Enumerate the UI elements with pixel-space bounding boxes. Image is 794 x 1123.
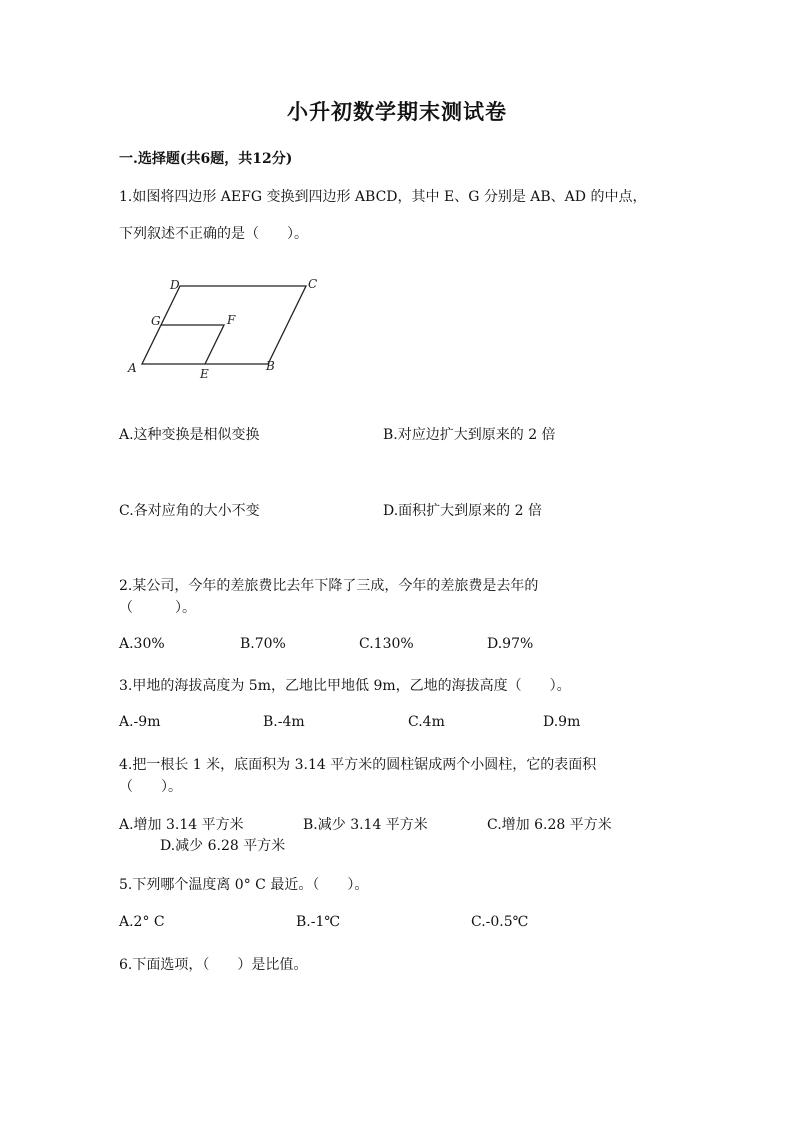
q5-option-c[interactable]: C.-0.5℃ (471, 914, 529, 930)
q5-option-a[interactable]: A.2° C (119, 914, 165, 930)
q3-option-c[interactable]: C.4m (408, 714, 445, 730)
q4-option-a[interactable]: A.增加 3.14 平方米 (119, 817, 244, 833)
q2-option-d[interactable]: D.97% (487, 636, 534, 652)
q2-option-a[interactable]: A.30% (119, 636, 165, 652)
q1-option-d[interactable]: D.面积扩大到原来的 2 倍 (383, 503, 542, 519)
q3-option-b[interactable]: B.-4m (263, 714, 305, 730)
label-g: G (151, 314, 161, 328)
label-a: A (128, 361, 137, 375)
question-1-line-2: 下列叙述不正确的是（ ）。 (119, 226, 308, 242)
question-4-line-1: 4.把一根长 1 米，底面积为 3.14 平方米的圆柱锯成两个小圆柱，它的表面积 (119, 757, 597, 773)
label-e: E (200, 367, 209, 381)
q2-option-b[interactable]: B.70% (240, 636, 286, 652)
question-1-line-1: 1.如图将四边形 AEFG 变换到四边形 ABCD，其中 E、G 分别是 AB、AD 的中点， (119, 189, 647, 205)
quadrilateral-figure (120, 272, 330, 382)
q2-option-c[interactable]: C.130% (359, 636, 414, 652)
page-title: 小升初数学期末测试卷 (287, 99, 507, 124)
label-d: D (170, 278, 180, 292)
question-3-line-1: 3.甲地的海拔高度为 5m，乙地比甲地低 9m，乙地的海拔高度（ ）。 (119, 678, 571, 694)
label-b: B (266, 359, 275, 373)
q1-option-a[interactable]: A.这种变换是相似变换 (119, 427, 260, 443)
q5-option-b[interactable]: B.-1℃ (296, 914, 341, 930)
q1-option-c[interactable]: C.各对应角的大小不变 (119, 503, 260, 519)
quadrilateral-aefg-inner (161, 325, 224, 364)
label-c: C (308, 277, 318, 291)
question-2-line-2: （ ）。 (119, 600, 196, 616)
q1-option-b[interactable]: B.对应边扩大到原来的 2 倍 (383, 427, 556, 443)
q4-option-c[interactable]: C.增加 6.28 平方米 (487, 817, 612, 833)
question-4-line-2: （ ）。 (119, 779, 182, 795)
label-f: F (227, 313, 236, 327)
q4-option-d[interactable]: D.减少 6.28 平方米 (160, 838, 286, 854)
question-5-line-1: 5.下列哪个温度离 0° C 最近。（ ）。 (119, 877, 369, 893)
q3-option-d[interactable]: D.9m (543, 714, 581, 730)
section-heading: 一.选择题(共6题，共12分) (119, 151, 293, 167)
q4-option-b[interactable]: B.减少 3.14 平方米 (303, 817, 428, 833)
question-6-line-1: 6.下面选项，（ ）是比值。 (119, 957, 308, 973)
q3-option-a[interactable]: A.-9m (119, 714, 161, 730)
question-2-line-1: 2.某公司，今年的差旅费比去年下降了三成，今年的差旅费是去年的 (119, 578, 539, 594)
